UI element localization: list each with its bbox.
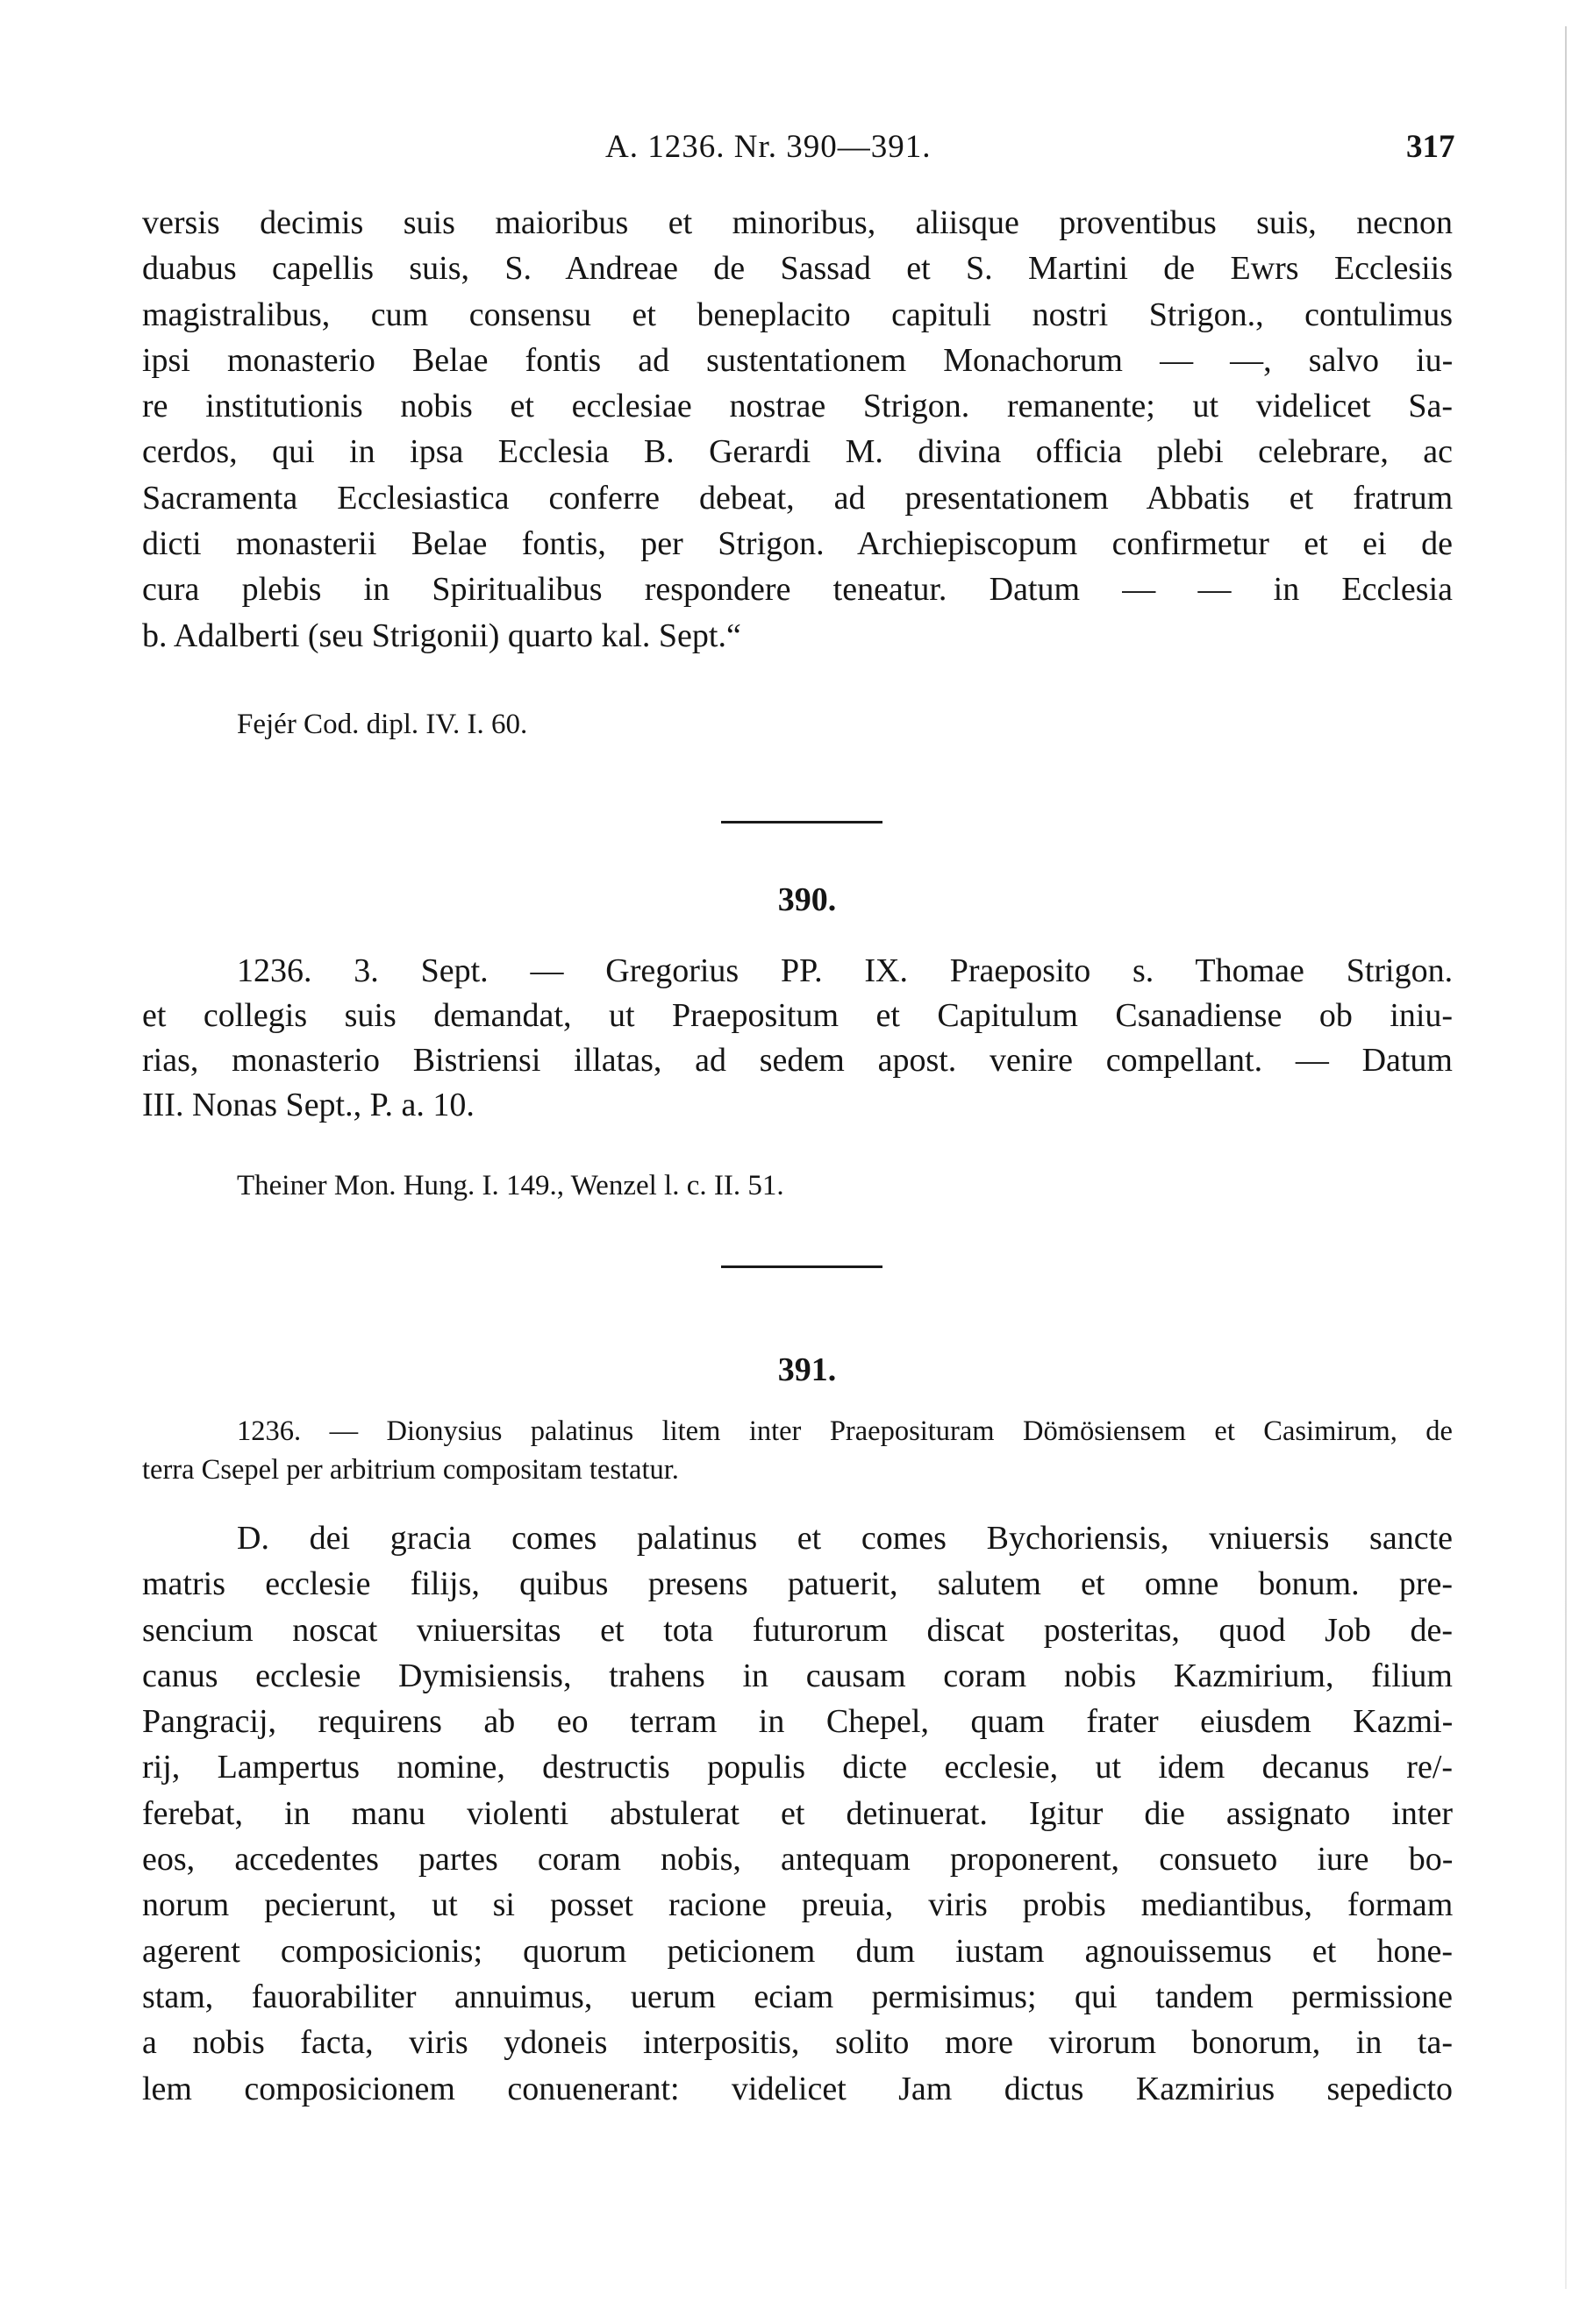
page-edge-shadow <box>1565 26 1567 2289</box>
text-line: 1236. — Dionysius palatinus litem inter Praeposituram Dömösiensem et Casimirum, de <box>237 1415 1453 1447</box>
text-line: lem composicionem conuenerant: videlicet Jam dictus Kazmirius sepedicto <box>142 2070 1453 2107</box>
section-divider <box>721 1265 882 1268</box>
text-line: agerent composicionis; quorum peticionem dum iustam agnouissemus et hone- <box>142 1932 1453 1970</box>
text-line: magistralibus, cum consensu et beneplacito capituli nostri Strigon., contulimus <box>142 296 1453 333</box>
text-line: versis decimis suis maioribus et minoribus, aliisque proventibus suis, necnon <box>142 204 1453 241</box>
document-regest <box>142 1412 1453 1489</box>
text-line: canus ecclesie Dymisiensis, trahens in causam coram nobis Kazmirium, filium <box>142 1657 1453 1694</box>
text-line: rias, monasterio Bistriensi illatas, ad sedem apost. venire compellant. — Datum <box>142 1042 1453 1079</box>
document-text <box>142 1515 1453 2112</box>
text-line: sencium noscat vniuersitas et tota futurorum discat posteritas, quod Job de- <box>142 1611 1453 1649</box>
text-line: et collegis suis demandat, ut Praepositum et Capitulum Csanadiense ob iniu- <box>142 997 1454 1034</box>
document-regest <box>142 949 1453 1128</box>
text-line: re institutionis nobis et ecclesiae nostrae Strigon. remanente; ut videlicet Sa- <box>142 388 1453 425</box>
source-citation: Fejér Cod. dipl. IV. I. 60. <box>237 709 528 740</box>
text-line: ipsi monasterio Belae fontis ad sustentationem Monachorum — —, salvo iu- <box>142 341 1454 379</box>
text-line: dicti monasterii Belae fontis, per Strigon. Archiepiscopum confirmetur et ei de <box>142 525 1453 563</box>
text-line: a nobis facta, viris ydoneis interpositis, solito more virorum bonorum, in ta- <box>142 2024 1453 2062</box>
running-head: A. 1236. Nr. 390—391. <box>605 129 932 165</box>
document-number: 391. <box>777 1351 837 1388</box>
document-number: 390. <box>777 881 837 918</box>
text-line: eos, accedentes partes coram nobis, antequam proponerent, consueto iure bo- <box>142 1841 1454 1878</box>
text-line: stam, fauorabiliter annuimus, uerum eciam permisimus; qui tandem permissione <box>142 1978 1454 2015</box>
text-line: cura plebis in Spiritualibus respondere teneatur. Datum — — in Ecclesia <box>142 571 1453 609</box>
text-line: ferebat, in manu violenti abstulerat et detinuerat. Igitur die assignato inter <box>142 1794 1453 1832</box>
section-divider <box>721 821 882 823</box>
text-line: D. dei gracia comes palatinus et comes Bychoriensis, vniuersis sancte <box>237 1520 1453 1557</box>
page-number: 317 <box>1406 129 1455 165</box>
text-line: b. Adalberti (seu Strigonii) quarto kal. Sept.“ <box>142 617 741 654</box>
text-line: III. Nonas Sept., P. a. 10. <box>142 1087 475 1123</box>
text-line: matris ecclesie filijs, quibus presens patuerit, salutem et omne bonum. pre- <box>142 1565 1453 1603</box>
text-line: rij, Lampertus nomine, destructis populis dicte ecclesie, ut idem decanus re/- <box>142 1749 1454 1786</box>
text-line: norum pecierunt, ut si posset racione preuia, viris probis mediantibus, formam <box>142 1886 1454 1924</box>
prev-document-text <box>142 200 1453 659</box>
text-line: Pangracij, requirens ab eo terram in Chepel, quam frater eiusdem Kazmi- <box>142 1703 1454 1741</box>
text-line: 1236. 3. Sept. — Gregorius PP. IX. Praeposito s. Thomae Strigon. <box>237 952 1454 989</box>
text-line: terra Csepel per arbitrium compositam testatur. <box>142 1454 679 1486</box>
text-line: cerdos, qui in ipsa Ecclesia B. Gerardi M. divina officia plebi celebrare, ac <box>142 433 1453 471</box>
source-citation: Theiner Mon. Hung. I. 149., Wenzel l. c. II. 51. <box>237 1170 784 1201</box>
text-line: Sacramenta Ecclesiastica conferre debeat, ad presentationem Abbatis et fratrum <box>142 479 1454 517</box>
text-line: duabus capellis suis, S. Andreae de Sassad et S. Martini de Ewrs Ecclesiis <box>142 250 1453 288</box>
